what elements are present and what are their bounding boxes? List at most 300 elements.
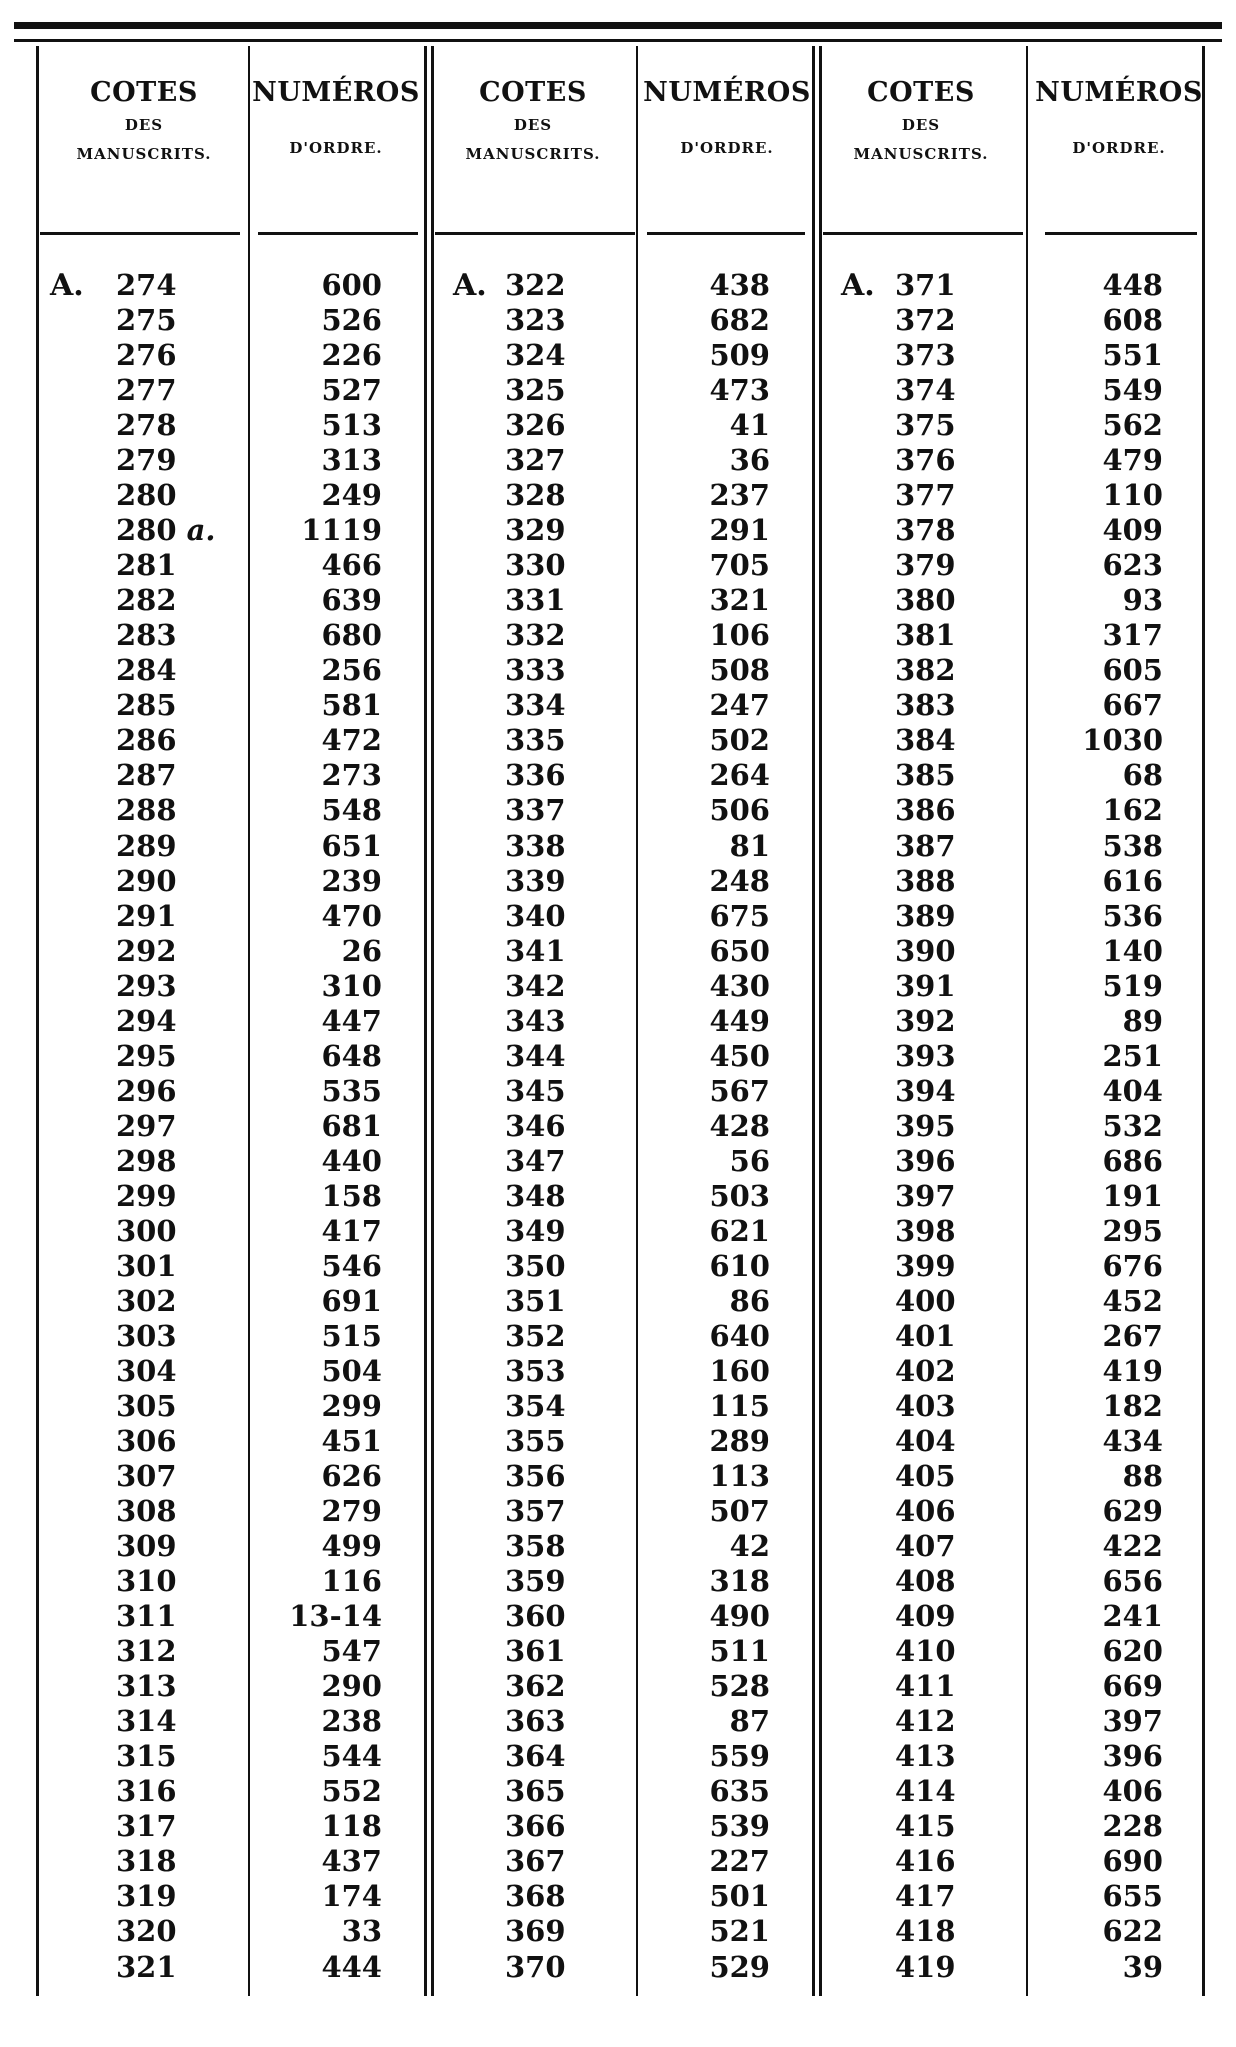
numero-cell: 93 (1122, 583, 1163, 618)
numero-cell: 404 (1102, 1073, 1163, 1108)
header-cotes (821, 76, 1021, 168)
cote-cell: 327 (505, 443, 566, 478)
cote-cell: 287 (116, 758, 177, 793)
cote-cell: 315 (116, 1739, 177, 1774)
cote-cell: 375 (895, 408, 956, 443)
numero-cell: 237 (709, 478, 770, 513)
cote-cell: 352 (505, 1318, 566, 1353)
cote-cell: 290 (116, 863, 177, 898)
cote-cell: 321 (116, 1949, 177, 1984)
numero-cell: 504 (321, 1353, 382, 1388)
numero-cell: 559 (709, 1739, 770, 1774)
header-separator (647, 232, 805, 235)
numero-cell: 450 (709, 1038, 770, 1073)
top-rule-thin (14, 39, 1222, 42)
numero-cell: 539 (709, 1809, 770, 1844)
cote-cell: 343 (505, 1003, 566, 1038)
header-numeros-line1: NUMÉROS (1035, 77, 1203, 108)
numero-cell: 118 (321, 1809, 382, 1844)
numero-cell: 13-14 (289, 1599, 382, 1634)
numero-cell: 33 (341, 1914, 382, 1949)
cote-cell: 318 (116, 1844, 177, 1879)
column-group-3 (821, 46, 1209, 2047)
header-numeros-line1: NUMÉROS (643, 77, 811, 108)
cote-cell: 340 (505, 898, 566, 933)
header-cotes-line1: COTES (479, 77, 587, 108)
cote-cell: 364 (505, 1739, 566, 1774)
numero-cell: 451 (321, 1424, 382, 1459)
numero-cell: 89 (1122, 1003, 1163, 1038)
numero-cell: 273 (321, 758, 382, 793)
cote-cell: 293 (116, 968, 177, 1003)
cote-cell: 299 (116, 1178, 177, 1213)
cote-cell: 345 (505, 1073, 566, 1108)
numero-cell: 608 (1102, 303, 1163, 338)
numero-cell: 544 (321, 1739, 382, 1774)
numero-cell: 41 (729, 408, 770, 443)
cote-cell: 377 (895, 478, 956, 513)
numero-cell: 397 (1102, 1704, 1163, 1739)
cote-cell: 383 (895, 688, 956, 723)
cote-cell: 280 a. (116, 513, 216, 548)
numero-cell: 88 (1122, 1459, 1163, 1494)
numero-cell: 26 (341, 933, 382, 968)
numero-cell: 552 (321, 1774, 382, 1809)
numero-cell: 655 (1102, 1879, 1163, 1914)
header-cotes-line1: COTES (867, 77, 975, 108)
numero-cell: 621 (709, 1213, 770, 1248)
numero-cell: 434 (1102, 1424, 1163, 1459)
header-separator (823, 232, 1023, 235)
cote-cell: 393 (895, 1038, 956, 1073)
numero-cell: 676 (1102, 1248, 1163, 1283)
numero-cell: 241 (1102, 1599, 1163, 1634)
numero-cell: 623 (1102, 548, 1163, 583)
header-numeros (250, 76, 422, 160)
numero-cell: 616 (1102, 863, 1163, 898)
numero-cell: 551 (1102, 338, 1163, 373)
cote-cell: 395 (895, 1108, 956, 1143)
column-group-2 (433, 46, 821, 2047)
cote-cell: 306 (116, 1424, 177, 1459)
numero-cell: 600 (321, 268, 382, 302)
numero-cell: 444 (321, 1949, 382, 1984)
cote-cell: 372 (895, 303, 956, 338)
numero-cell: 682 (709, 303, 770, 338)
numero-cell: 438 (709, 268, 770, 302)
cote-cell: 385 (895, 758, 956, 793)
cote-cell: 301 (116, 1248, 177, 1283)
numero-cell: 279 (321, 1494, 382, 1529)
cote-cell: 353 (505, 1353, 566, 1388)
numero-cell: 174 (321, 1879, 382, 1914)
numero-cell: 182 (1102, 1389, 1163, 1423)
numero-cell: 547 (321, 1634, 382, 1669)
numero-cell: 417 (321, 1213, 382, 1248)
numero-cell: 472 (321, 723, 382, 758)
header-cotes-line3: MANUSCRITS. (465, 145, 601, 163)
numero-cell: 473 (709, 373, 770, 408)
cote-cell: 288 (116, 793, 177, 828)
cote-cell: 410 (895, 1634, 956, 1669)
cote-cell: 418 (895, 1914, 956, 1949)
cote-cell: 407 (895, 1529, 956, 1564)
cote-cell: 278 (116, 408, 177, 443)
cotes-column (505, 268, 635, 1985)
cote-cell: 311 (116, 1599, 177, 1634)
cote-cell: 404 (895, 1424, 956, 1459)
cote-cell: 335 (505, 723, 566, 758)
numero-cell: 690 (1102, 1844, 1163, 1879)
cote-cell: 336 (505, 758, 566, 793)
numero-cell: 396 (1102, 1739, 1163, 1774)
numero-cell: 248 (709, 863, 770, 898)
cote-cell: 386 (895, 793, 956, 828)
numero-cell: 81 (729, 828, 770, 863)
cote-cell: 280 (116, 478, 177, 513)
cote-cell: 358 (505, 1529, 566, 1564)
numero-cell: 264 (709, 758, 770, 793)
numero-cell: 115 (709, 1389, 770, 1423)
numero-cell: 528 (709, 1669, 770, 1704)
numero-cell: 466 (321, 548, 382, 583)
numero-cell: 691 (321, 1283, 382, 1318)
numero-cell: 511 (709, 1634, 770, 1669)
numero-cell: 519 (1102, 968, 1163, 1003)
cote-cell: 389 (895, 898, 956, 933)
numero-cell: 669 (1102, 1669, 1163, 1704)
numero-cell: 116 (321, 1564, 382, 1599)
cote-cell: 414 (895, 1774, 956, 1809)
numero-cell: 538 (1102, 828, 1163, 863)
header-cotes-line3: MANUSCRITS. (853, 145, 989, 163)
numero-cell: 656 (1102, 1564, 1163, 1599)
numero-cell: 162 (1102, 793, 1163, 828)
numero-cell: 251 (1102, 1038, 1163, 1073)
numero-cell: 56 (729, 1143, 770, 1178)
numero-cell: 513 (321, 408, 382, 443)
numero-cell: 507 (709, 1494, 770, 1529)
numero-cell: 499 (321, 1529, 382, 1564)
cote-prefix: A. (841, 268, 875, 303)
header-numeros (641, 76, 813, 160)
cote-cell: 356 (505, 1459, 566, 1494)
cote-cell: 329 (505, 513, 566, 548)
cote-suffix: a. (186, 513, 216, 548)
numero-cell: 295 (1102, 1213, 1163, 1248)
numero-cell: 227 (709, 1844, 770, 1879)
header-cotes-line2: DES (513, 116, 553, 134)
numero-cell: 490 (709, 1599, 770, 1634)
cote-cell: 350 (505, 1248, 566, 1283)
cote-cell: 369 (505, 1914, 566, 1949)
numero-cell: 256 (321, 653, 382, 688)
cote-cell: 384 (895, 723, 956, 758)
cote-cell: 396 (895, 1143, 956, 1178)
numero-cell: 648 (321, 1038, 382, 1073)
numero-cell: 448 (1102, 268, 1163, 302)
cote-cell: 419 (895, 1949, 956, 1984)
cote-cell: 319 (116, 1879, 177, 1914)
cote-cell: 279 (116, 443, 177, 478)
cote-cell: 371 (895, 268, 956, 302)
cote-cell: 314 (116, 1704, 177, 1739)
numero-cell: 479 (1102, 443, 1163, 478)
numero-cell: 310 (321, 968, 382, 1003)
cote-cell: 342 (505, 968, 566, 1003)
cote-cell: 326 (505, 408, 566, 443)
cote-prefix: A. (453, 268, 487, 303)
cote-cell: 324 (505, 338, 566, 373)
header-numeros-line1: NUMÉROS (252, 77, 420, 108)
numero-cell: 526 (321, 303, 382, 338)
cote-cell: 305 (116, 1389, 177, 1423)
cote-cell: 297 (116, 1108, 177, 1143)
cote-cell: 368 (505, 1879, 566, 1914)
cote-cell: 379 (895, 548, 956, 583)
cote-cell: 391 (895, 968, 956, 1003)
header-cotes-line2: DES (124, 116, 164, 134)
numero-cell: 521 (709, 1914, 770, 1949)
numero-cell: 110 (1102, 478, 1163, 513)
numero-cell: 1119 (301, 513, 382, 548)
numero-cell: 86 (729, 1283, 770, 1318)
cotes-column (895, 268, 1025, 1985)
numero-cell: 191 (1102, 1178, 1163, 1213)
cote-cell: 286 (116, 723, 177, 758)
cote-cell: 401 (895, 1318, 956, 1353)
cote-cell: 363 (505, 1704, 566, 1739)
numero-cell: 686 (1102, 1143, 1163, 1178)
numero-cell: 238 (321, 1704, 382, 1739)
cote-cell: 360 (505, 1599, 566, 1634)
cote-cell: 351 (505, 1283, 566, 1318)
cote-cell: 334 (505, 688, 566, 723)
cote-cell: 308 (116, 1494, 177, 1529)
numero-cell: 529 (709, 1949, 770, 1984)
cote-cell: 282 (116, 583, 177, 618)
cote-cell: 366 (505, 1809, 566, 1844)
numero-cell: 239 (321, 863, 382, 898)
numeros-column (1031, 268, 1163, 1985)
cote-cell: 277 (116, 373, 177, 408)
numero-cell: 681 (321, 1108, 382, 1143)
numero-cell: 452 (1102, 1283, 1163, 1318)
cote-cell: 365 (505, 1774, 566, 1809)
cote-cell: 373 (895, 338, 956, 373)
numero-cell: 581 (321, 688, 382, 723)
numero-cell: 42 (729, 1529, 770, 1564)
numero-cell: 299 (321, 1389, 382, 1423)
header-cotes (44, 76, 244, 168)
numero-cell: 667 (1102, 688, 1163, 723)
cote-cell: 399 (895, 1248, 956, 1283)
numero-cell: 639 (321, 583, 382, 618)
cote-cell: 312 (116, 1634, 177, 1669)
numero-cell: 113 (709, 1459, 770, 1494)
cote-cell: 276 (116, 338, 177, 373)
numero-cell: 527 (321, 373, 382, 408)
numero-cell: 419 (1102, 1353, 1163, 1388)
numero-cell: 508 (709, 653, 770, 688)
cote-cell: 362 (505, 1669, 566, 1704)
numero-cell: 249 (321, 478, 382, 513)
cote-cell: 387 (895, 828, 956, 863)
cote-cell: 406 (895, 1494, 956, 1529)
numero-cell: 289 (709, 1424, 770, 1459)
cote-cell: 417 (895, 1879, 956, 1914)
cote-cell: 328 (505, 478, 566, 513)
numero-cell: 1030 (1082, 723, 1163, 758)
cote-cell: 295 (116, 1038, 177, 1073)
numero-cell: 87 (729, 1704, 770, 1739)
cote-cell: 397 (895, 1178, 956, 1213)
numero-cell: 680 (321, 618, 382, 653)
header-separator (40, 232, 240, 235)
cote-cell: 367 (505, 1844, 566, 1879)
cote-cell: 325 (505, 373, 566, 408)
cote-cell: 302 (116, 1283, 177, 1318)
numero-cell: 409 (1102, 513, 1163, 548)
numero-cell: 430 (709, 968, 770, 1003)
cote-cell: 361 (505, 1634, 566, 1669)
cote-cell: 348 (505, 1178, 566, 1213)
numeros-column (637, 268, 770, 1985)
numero-cell: 610 (709, 1248, 770, 1283)
numero-cell: 437 (321, 1844, 382, 1879)
numero-cell: 515 (321, 1318, 382, 1353)
numero-cell: 549 (1102, 373, 1163, 408)
cote-cell: 330 (505, 548, 566, 583)
numero-cell: 501 (709, 1879, 770, 1914)
numero-cell: 548 (321, 793, 382, 828)
cote-cell: 298 (116, 1143, 177, 1178)
numero-cell: 160 (709, 1353, 770, 1388)
cote-cell: 294 (116, 1003, 177, 1038)
cote-cell: 320 (116, 1914, 177, 1949)
numero-cell: 546 (321, 1248, 382, 1283)
header-separator (1045, 232, 1197, 235)
numero-cell: 509 (709, 338, 770, 373)
cote-cell: 402 (895, 1353, 956, 1388)
cote-cell: 275 (116, 303, 177, 338)
cote-cell: 346 (505, 1108, 566, 1143)
top-rule-thick (14, 22, 1222, 29)
cote-cell: 304 (116, 1353, 177, 1388)
cote-cell: 284 (116, 653, 177, 688)
numero-cell: 158 (321, 1178, 382, 1213)
header-separator (435, 232, 635, 235)
header-numeros (1033, 76, 1205, 160)
numero-cell: 651 (321, 828, 382, 863)
cote-cell: 370 (505, 1949, 566, 1984)
cote-cell: 317 (116, 1809, 177, 1844)
numero-cell: 106 (709, 618, 770, 653)
cote-cell: 409 (895, 1599, 956, 1634)
numero-cell: 650 (709, 933, 770, 968)
header-cotes (433, 76, 633, 168)
cote-cell: 344 (505, 1038, 566, 1073)
cote-cell: 338 (505, 828, 566, 863)
cote-cell: 300 (116, 1213, 177, 1248)
numero-cell: 640 (709, 1318, 770, 1353)
cote-cell: 274 (116, 268, 177, 302)
header-numeros-line2: D'ORDRE. (289, 139, 383, 157)
cotes-column (116, 268, 246, 1985)
cote-cell: 381 (895, 618, 956, 653)
cote-cell: 323 (505, 303, 566, 338)
numero-cell: 470 (321, 898, 382, 933)
cote-cell: 357 (505, 1494, 566, 1529)
numero-cell: 291 (709, 513, 770, 548)
cote-cell: 378 (895, 513, 956, 548)
numero-cell: 536 (1102, 898, 1163, 933)
cote-cell: 341 (505, 933, 566, 968)
cote-cell: 283 (116, 618, 177, 653)
cote-cell: 398 (895, 1213, 956, 1248)
cote-cell: 313 (116, 1669, 177, 1704)
numero-cell: 422 (1102, 1529, 1163, 1564)
cote-cell: 307 (116, 1459, 177, 1494)
cote-cell: 354 (505, 1389, 566, 1423)
group-divider (424, 46, 427, 1996)
header-numeros-line2: D'ORDRE. (680, 139, 774, 157)
numero-cell: 140 (1102, 933, 1163, 968)
numero-cell: 622 (1102, 1914, 1163, 1949)
cote-cell: 416 (895, 1844, 956, 1879)
cote-cell: 339 (505, 863, 566, 898)
numero-cell: 226 (321, 338, 382, 373)
numero-cell: 318 (709, 1564, 770, 1599)
cote-cell: 400 (895, 1283, 956, 1318)
numero-cell: 532 (1102, 1108, 1163, 1143)
cote-cell: 291 (116, 898, 177, 933)
cote-cell: 310 (116, 1564, 177, 1599)
numero-cell: 635 (709, 1774, 770, 1809)
numero-cell: 535 (321, 1073, 382, 1108)
cote-cell: 349 (505, 1213, 566, 1248)
header-cotes-line3: MANUSCRITS. (76, 145, 212, 163)
numero-cell: 449 (709, 1003, 770, 1038)
header-numeros-line2: D'ORDRE. (1072, 139, 1166, 157)
cote-cell: 382 (895, 653, 956, 688)
numero-cell: 228 (1102, 1809, 1163, 1844)
numero-cell: 290 (321, 1669, 382, 1704)
cote-cell: 347 (505, 1143, 566, 1178)
cote-cell: 332 (505, 618, 566, 653)
numero-cell: 447 (321, 1003, 382, 1038)
numero-cell: 506 (709, 793, 770, 828)
numero-cell: 39 (1122, 1949, 1163, 1984)
cote-cell: 337 (505, 793, 566, 828)
cote-cell: 355 (505, 1424, 566, 1459)
cote-cell: 394 (895, 1073, 956, 1108)
numero-cell: 605 (1102, 653, 1163, 688)
cote-cell: 413 (895, 1739, 956, 1774)
numero-cell: 267 (1102, 1318, 1163, 1353)
cote-cell: 303 (116, 1318, 177, 1353)
numero-cell: 567 (709, 1073, 770, 1108)
cote-cell: 408 (895, 1564, 956, 1599)
cote-cell: 289 (116, 828, 177, 863)
numero-cell: 321 (709, 583, 770, 618)
header-cotes-line2: DES (901, 116, 941, 134)
cote-cell: 374 (895, 373, 956, 408)
numero-cell: 428 (709, 1108, 770, 1143)
header-separator (258, 232, 418, 235)
cote-cell: 403 (895, 1389, 956, 1423)
cote-cell: 392 (895, 1003, 956, 1038)
